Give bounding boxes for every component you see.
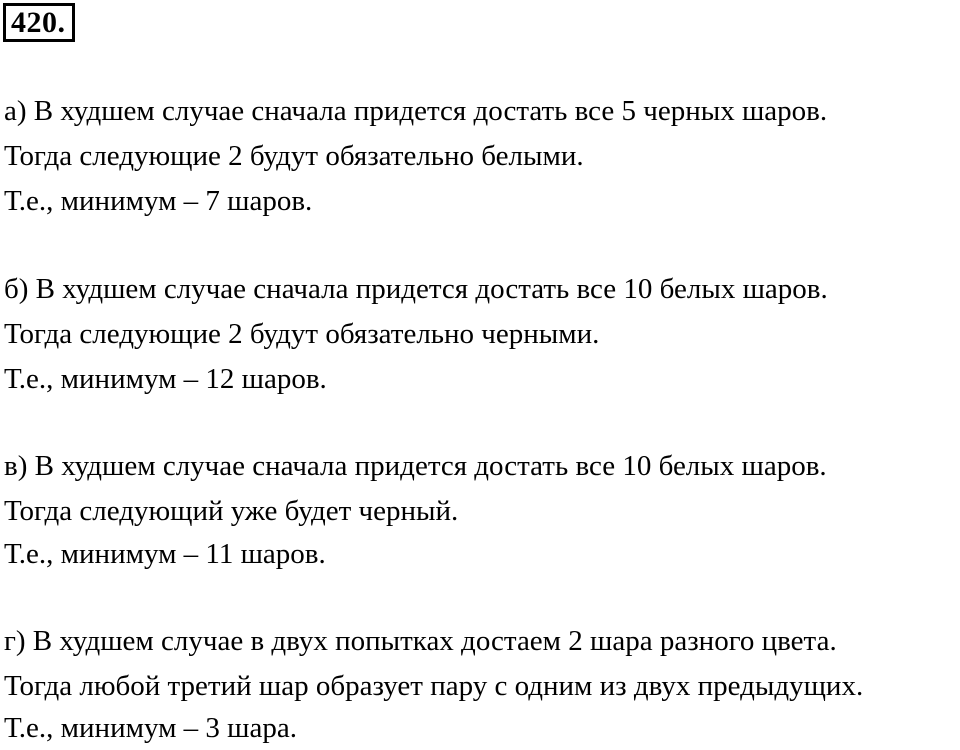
part-d-line-3: Т.е., минимум – 3 шара.: [4, 712, 297, 744]
part-d-line-1: г) В худшем случае в двух попытках достаем 2 шара разного цвета.: [4, 625, 837, 657]
part-b-line-3: Т.е., минимум – 12 шаров.: [4, 363, 327, 395]
part-c-line-3: Т.е., минимум – 11 шаров.: [4, 538, 326, 570]
part-b-line-1: б) В худшем случае сначала придется достать все 10 белых шаров.: [4, 273, 828, 305]
part-a-line-3: Т.е., минимум – 7 шаров.: [4, 185, 313, 217]
part-a-line-2: Тогда следующие 2 будут обязательно белыми.: [4, 140, 584, 172]
part-c-line-2: Тогда следующий уже будет черный.: [4, 495, 459, 527]
part-c-line-1: в) В худшем случае сначала придется достать все 10 белых шаров.: [4, 450, 827, 482]
problem-number: 420.: [3, 3, 75, 42]
part-d-line-2: Тогда любой третий шар образует пару с одним из двух предыдущих.: [4, 670, 864, 702]
part-a-line-1: а) В худшем случае сначала придется достать все 5 черных шаров.: [4, 95, 828, 127]
part-b-line-2: Тогда следующие 2 будут обязательно черными.: [4, 318, 600, 350]
